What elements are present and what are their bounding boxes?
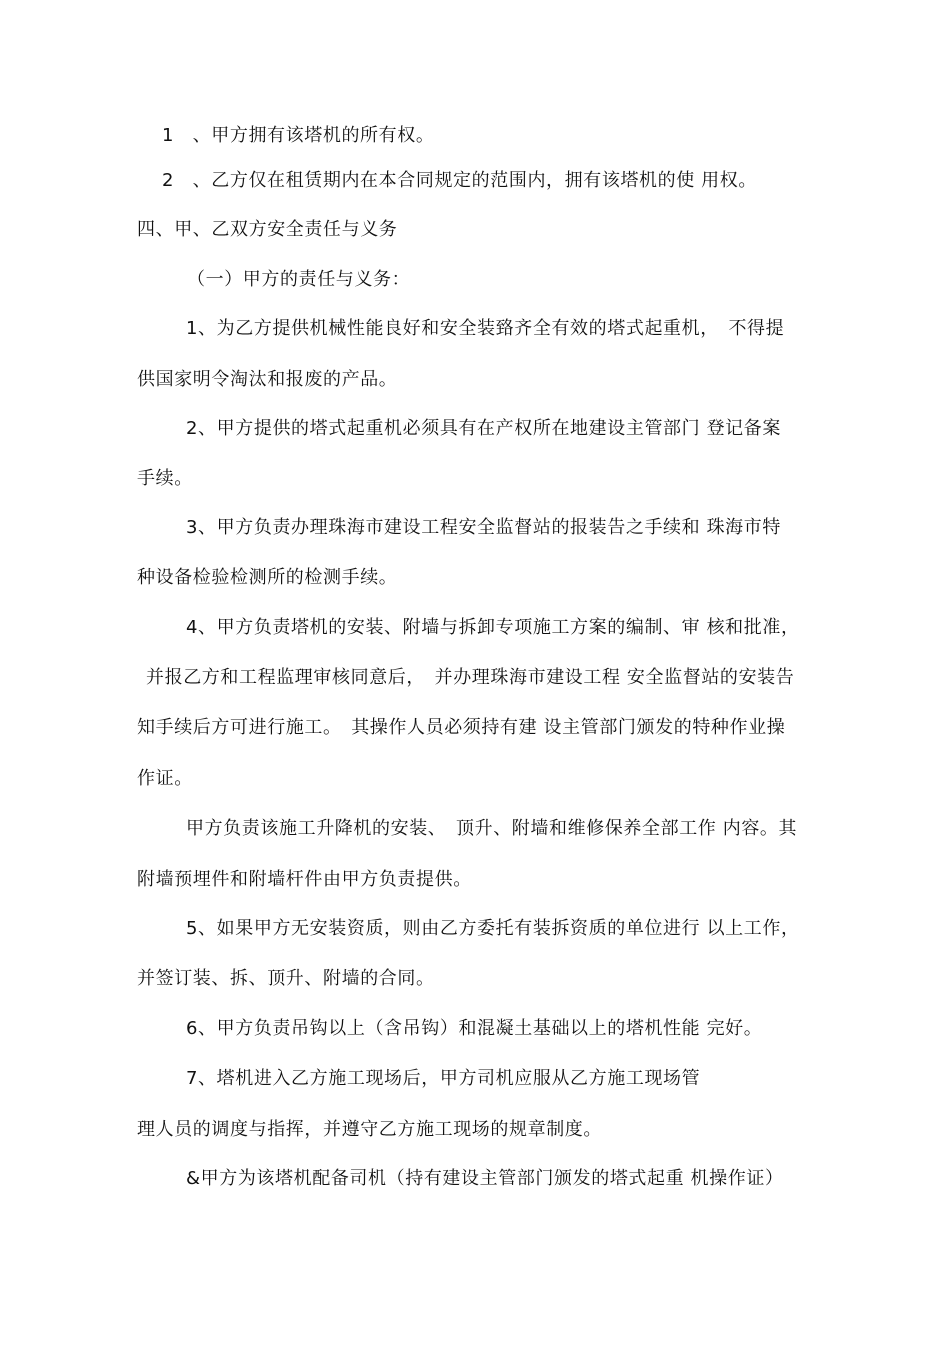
duty-7-line-1: 7、塔机进入乙方施工现场后，甲方司机应服从乙方施工现场管	[186, 1068, 701, 1089]
duty-5-line-2: 并签订装、拆、顶升、附墙的合同。	[137, 968, 435, 989]
duty-5-line-1: 5、如果甲方无安装资质，则由乙方委托有装拆资质的单位进行 以上工作，	[186, 918, 800, 939]
elevator-duty-line-2: 附墙预埋件和附墙杆件由甲方负责提供。	[137, 869, 472, 890]
duty-4-line-4: 作证。	[137, 768, 193, 789]
subsection-party-a-heading: （一）甲方的责任与义务：	[187, 269, 411, 290]
duty-2-line-2: 手续。	[137, 468, 193, 489]
duty-3-line-1: 3、甲方负责办理珠海市建设工程安全监督站的报装告之手续和 珠海市特	[186, 517, 781, 538]
duty-4-line-2: 并报乙方和工程监理审核同意后， 并办理珠海市建设工程 安全监督站的安装告	[146, 667, 795, 688]
elevator-duty-line-1: 甲方负责该施工升降机的安装、 顶升、附墙和维修保养全部工作 内容。其	[186, 818, 798, 839]
duty-7-line-2: 理人员的调度与指挥，并遵守乙方施工现场的规章制度。	[137, 1119, 602, 1140]
duty-6-line-1: 6、甲方负责吊钩以上（含吊钩）和混凝土基础以上的塔机性能 完好。	[186, 1018, 763, 1039]
duty-1-line-2: 供国家明令淘汰和报废的产品。	[137, 369, 398, 390]
duty-1-line-1: 1、为乙方提供机械性能良好和安全装臵齐全有效的塔式起重机， 不得提	[186, 318, 785, 339]
duty-2-line-1: 2、甲方提供的塔式起重机必须具有在产权所在地建设主管部门 登记备案	[186, 418, 781, 439]
duty-4-line-1: 4、甲方负责塔机的安装、附墙与拆卸专项施工方案的编制、审 核和批准，	[186, 617, 800, 638]
duty-4-line-3: 知手续后方可进行施工。 其操作人员必须持有建 设主管部门颁发的特种作业操	[137, 717, 786, 738]
item-2-usage-right: 2 、乙方仅在租赁期内在本合同规定的范围内，拥有该塔机的使 用权。	[162, 170, 757, 191]
section-four-heading: 四、甲、乙双方安全责任与义务	[137, 219, 398, 240]
duty-8-line-1: &甲方为该塔机配备司机（持有建设主管部门颁发的塔式起重 机操作证）	[186, 1168, 784, 1189]
item-1-ownership: 1 、甲方拥有该塔机的所有权。	[162, 125, 435, 146]
duty-3-line-2: 种设备检验检测所的检测手续。	[137, 567, 398, 588]
